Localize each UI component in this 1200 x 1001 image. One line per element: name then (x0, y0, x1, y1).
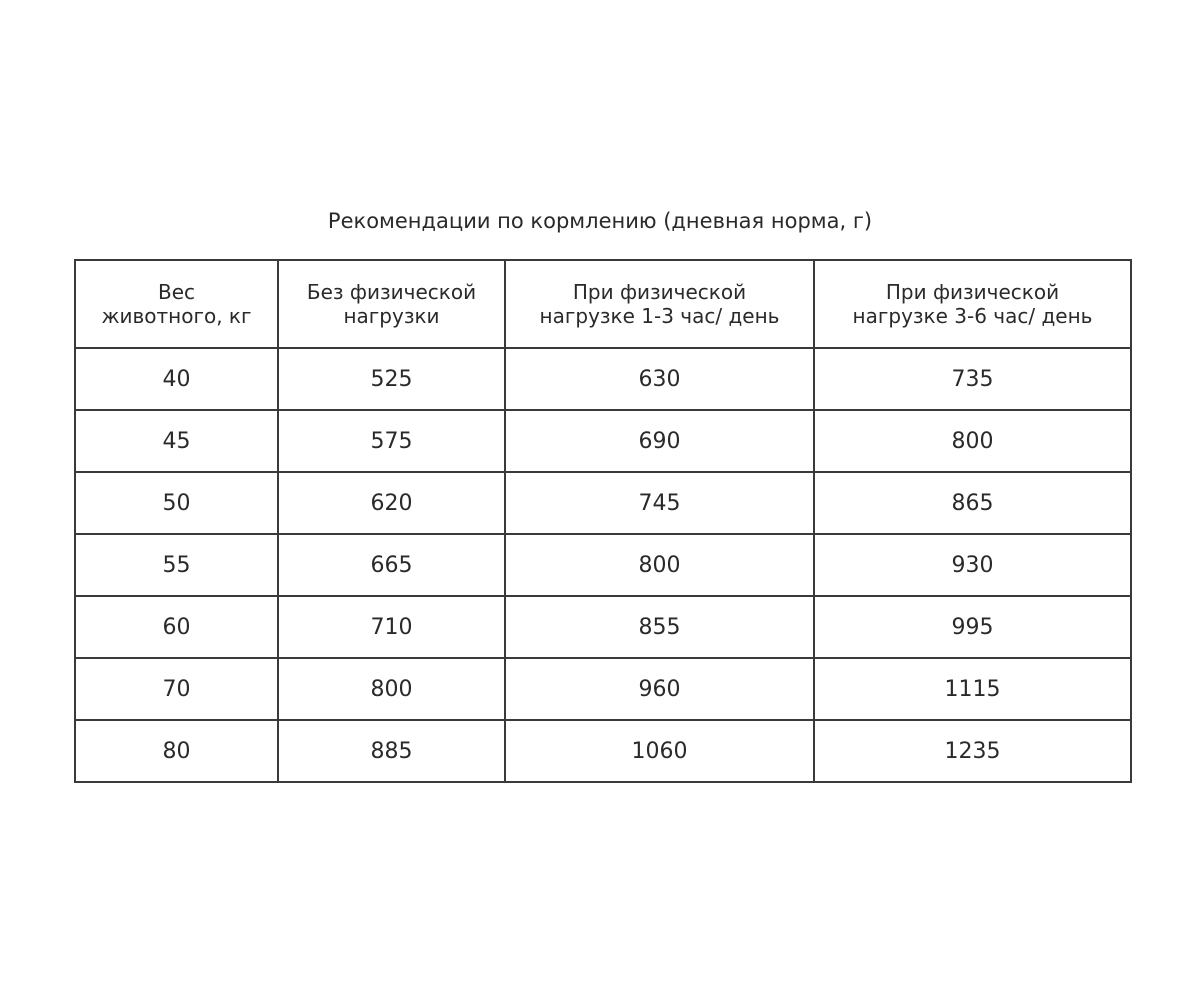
table-cell: 745 (505, 472, 814, 534)
table-row (75, 472, 1131, 534)
feeding-table (74, 259, 1132, 783)
table-cell: 800 (278, 658, 505, 720)
header-line: нагрузки (343, 304, 440, 328)
table-cell: 1060 (505, 720, 814, 782)
header-line: животного, кг (101, 304, 252, 328)
table-row (75, 658, 1131, 720)
table-cell: 885 (278, 720, 505, 782)
header-activity-1-3 (505, 260, 814, 348)
header-line: Вес (157, 280, 196, 304)
table-row (75, 720, 1131, 782)
table-cell: 800 (814, 410, 1131, 472)
header-line: При физической (572, 280, 747, 304)
table-cell: 800 (505, 534, 814, 596)
header-weight (75, 260, 278, 348)
table-cell: 525 (278, 348, 505, 410)
table-cell: 40 (75, 348, 278, 410)
table-cell: 1235 (814, 720, 1131, 782)
table-cell: 690 (505, 410, 814, 472)
header-line: нагрузке 3-6 час/ день (852, 304, 1093, 328)
table-cell: 575 (278, 410, 505, 472)
table-cell: 80 (75, 720, 278, 782)
table-cell: 1115 (814, 658, 1131, 720)
header-line: нагрузке 1-3 час/ день (539, 304, 780, 328)
header-no-activity (278, 260, 505, 348)
table-row (75, 596, 1131, 658)
table-cell: 665 (278, 534, 505, 596)
table-header-row (75, 260, 1131, 348)
table-cell: 45 (75, 410, 278, 472)
table-cell: 710 (278, 596, 505, 658)
table-cell: 930 (814, 534, 1131, 596)
header-activity-3-6 (814, 260, 1131, 348)
table-cell: 960 (505, 658, 814, 720)
table-cell: 855 (505, 596, 814, 658)
table-title: Рекомендации по кормлению (дневная норма, г) (327, 209, 873, 233)
table-cell: 55 (75, 534, 278, 596)
header-line: При физической (885, 280, 1060, 304)
table-cell: 995 (814, 596, 1131, 658)
table-cell: 630 (505, 348, 814, 410)
table-cell: 70 (75, 658, 278, 720)
table-row (75, 410, 1131, 472)
table-cell: 735 (814, 348, 1131, 410)
table-row (75, 534, 1131, 596)
table-cell: 60 (75, 596, 278, 658)
table-row (75, 348, 1131, 410)
header-line: Без физической (306, 280, 477, 304)
table-cell: 620 (278, 472, 505, 534)
table-cell: 50 (75, 472, 278, 534)
table-cell: 865 (814, 472, 1131, 534)
